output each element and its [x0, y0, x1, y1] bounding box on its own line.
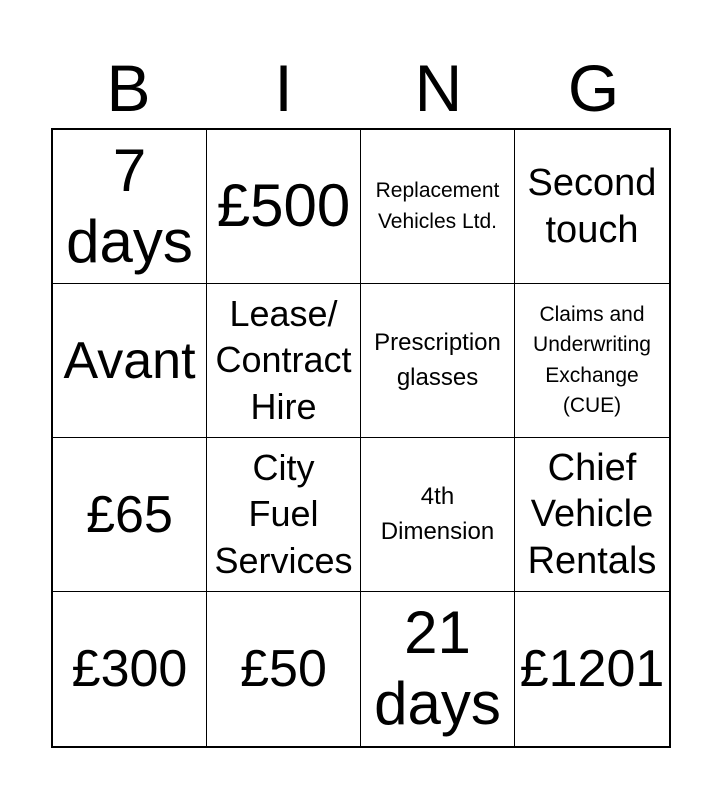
- cell-text: £65: [86, 485, 173, 544]
- bingo-board: [51, 128, 671, 748]
- cell-text: Lease/ Contract Hire: [215, 293, 352, 427]
- cell-text: Second touch: [527, 162, 657, 251]
- cell-text: 21 days: [374, 599, 501, 737]
- bingo-cell[interactable]: [207, 438, 361, 592]
- bingo-cell[interactable]: [207, 130, 361, 284]
- bingo-cell[interactable]: [361, 592, 515, 746]
- cell-text: £50: [240, 640, 327, 698]
- bingo-cell[interactable]: [53, 130, 207, 284]
- bingo-cell[interactable]: [53, 592, 207, 746]
- bingo-cell[interactable]: [515, 284, 669, 438]
- cell-text: City Fuel Services: [214, 447, 353, 581]
- bingo-cell[interactable]: [207, 284, 361, 438]
- bingo-cell[interactable]: [53, 284, 207, 438]
- cell-text: 4th Dimension: [380, 482, 495, 545]
- bingo-cell[interactable]: [515, 438, 669, 592]
- bingo-cell[interactable]: [361, 438, 515, 592]
- header-letter-b: B: [106, 51, 151, 125]
- cell-text: £500: [216, 172, 351, 240]
- cell-text: Prescription glasses: [374, 328, 501, 391]
- bingo-cell[interactable]: [515, 130, 669, 284]
- bingo-cell[interactable]: [361, 130, 515, 284]
- cell-text: Replacement Vehicles Ltd.: [375, 179, 500, 233]
- bingo-header: [51, 48, 671, 128]
- bingo-cell[interactable]: [515, 592, 669, 746]
- header-letter-n: N: [414, 51, 463, 125]
- cell-text: £1201: [519, 640, 665, 698]
- cell-text: 7 days: [66, 136, 193, 275]
- bingo-cell[interactable]: [207, 592, 361, 746]
- bingo-cell[interactable]: [53, 438, 207, 592]
- cell-text: Claims and Underwriting Exchange (CUE): [533, 302, 651, 417]
- cell-text: Avant: [63, 331, 196, 390]
- cell-text: £300: [71, 640, 188, 698]
- header-letter-i: I: [274, 51, 293, 125]
- cell-text: Chief Vehicle Rentals: [527, 446, 657, 582]
- bingo-cell[interactable]: [361, 284, 515, 438]
- header-letter-g: G: [567, 51, 620, 125]
